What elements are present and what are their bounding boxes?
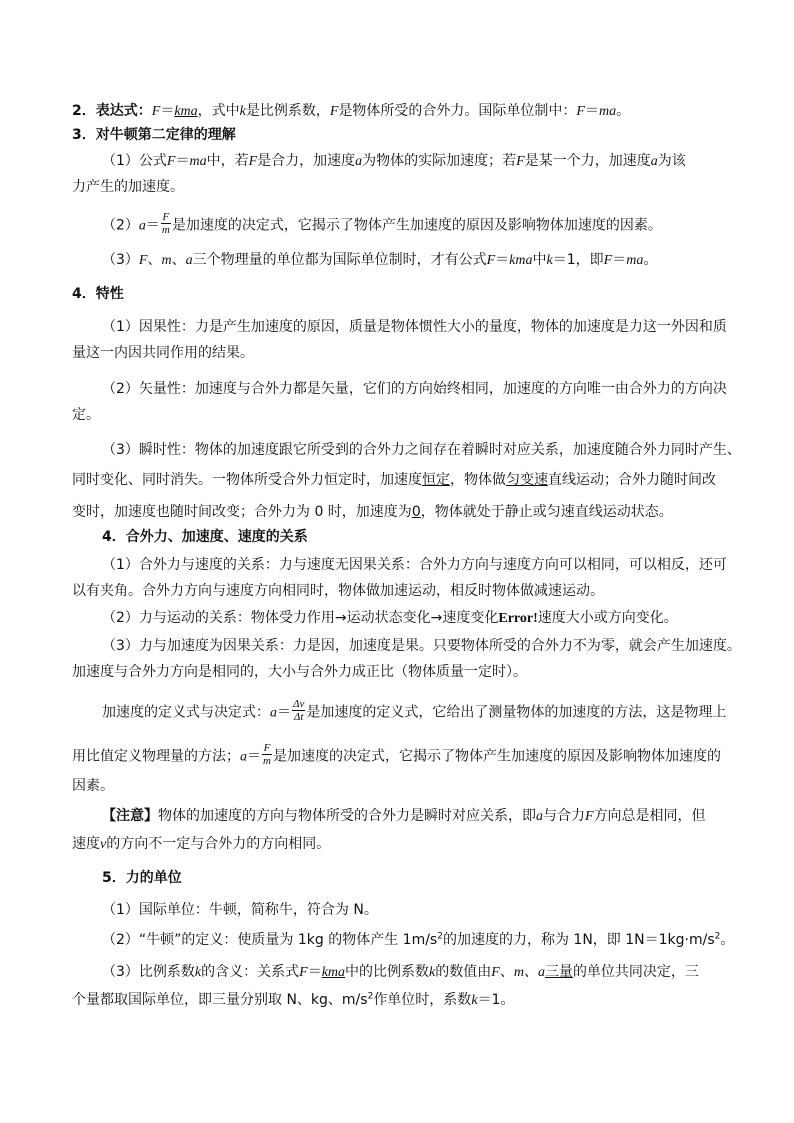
text: ，式中 xyxy=(197,103,240,119)
text: 加速度的定义式与决定式： xyxy=(102,704,270,721)
text: 是加速度的定义式，它给出了测量物体的加速度的方法，这是物理上 xyxy=(306,704,727,721)
denominator: Δt xyxy=(293,711,304,723)
p4b1-line1: （1）合外力与速度的关系：力与速度无因果关系：合外力方向与速度方向可以相同，可以相反，还可 xyxy=(102,557,727,573)
symbol-a: a xyxy=(355,154,363,169)
text: 。 xyxy=(643,252,658,268)
section-4-heading: 4．特性 xyxy=(72,286,124,302)
denominator: m xyxy=(263,755,271,767)
text: 是比例系数， xyxy=(245,103,330,119)
symbol-kma: kma xyxy=(509,253,533,268)
symbol-kma: kma xyxy=(321,965,346,980)
p41-line2: 量这一内因共同作用的结果。 xyxy=(72,345,254,361)
text: （1）公式 xyxy=(102,153,167,169)
p43-line2 xyxy=(72,470,722,490)
denominator: m xyxy=(161,224,170,236)
p4b3-line1: （3）力与加速度为因果关系：力是因，加速度是果。只要物体所受的合外力不为零，就会产生加速度。 xyxy=(102,638,741,654)
symbol-a: a xyxy=(650,154,658,169)
symbol-ma: ma xyxy=(598,104,617,119)
symbol-f: F xyxy=(138,253,148,268)
underlined-text: 恒定 xyxy=(422,472,450,488)
def-line3: 因素。 xyxy=(72,778,114,794)
symbol-a: a xyxy=(240,749,247,765)
symbol-f: F xyxy=(585,809,594,824)
symbol-f: F xyxy=(299,965,308,980)
symbol-f: F xyxy=(603,253,613,268)
text: 变时，加速度也随时间改变；合外力为 0 时，加速度为 xyxy=(72,504,412,520)
text: （2）力与运动的关系：物体受力作用→运动状态变化→速度变化 xyxy=(102,610,499,626)
text: 、 xyxy=(171,252,186,268)
text: 。 xyxy=(720,932,735,948)
text: 的方向不一定与合外力的方向相同。 xyxy=(106,836,331,852)
symbol-kma: kma xyxy=(174,104,198,119)
p42-line2: 定。 xyxy=(72,407,100,423)
def-line1 xyxy=(102,700,752,725)
symbol-f: F xyxy=(151,104,161,119)
numerator: Δv xyxy=(293,698,305,710)
p4b1-line2: 以有夹角。合外力方向与速度方向相同时，物体做加速运动，相反时物体做减速运动。 xyxy=(72,583,604,599)
symbol-ma: ma xyxy=(189,154,207,169)
text: 的加速度的力，称为 1N，即 1N＝1kg·m/s xyxy=(442,932,715,948)
text: ＝ xyxy=(277,704,291,721)
text: 中的比例系数 xyxy=(345,964,430,980)
p31-line1 xyxy=(102,151,752,172)
symbol-f: F xyxy=(491,965,500,980)
p53-line1 xyxy=(102,962,752,983)
symbol-f: F xyxy=(486,253,496,268)
symbol-a: a xyxy=(537,965,545,980)
text: 个量都取国际单位，即三量分别取 N、kg、m/s xyxy=(72,992,368,1008)
text: 直线运动；合外力随时间改 xyxy=(548,472,716,488)
p4b3-line2: 加速度与合外力方向是相同的，大小与合外力成正比（物体质量一定时）。 xyxy=(72,664,527,680)
superscript: 2 xyxy=(437,931,443,942)
note-label: 【注意】 xyxy=(102,808,158,824)
text: ＝ xyxy=(160,103,175,119)
superscript: 2 xyxy=(714,931,721,942)
symbol-k: k xyxy=(239,104,246,119)
fraction-dv-over-dt xyxy=(292,698,305,723)
symbol-a: a xyxy=(138,218,146,234)
text: 为物体的实际加速度；若 xyxy=(362,153,517,169)
note-line1 xyxy=(102,806,752,827)
text: ＝ xyxy=(584,103,599,119)
symbol-f: F xyxy=(329,104,339,119)
text: ＝ xyxy=(612,252,627,268)
fraction-f-over-m xyxy=(161,211,171,236)
p52-line xyxy=(102,930,752,950)
text: ，物体做 xyxy=(450,472,506,488)
text: 、 xyxy=(147,252,162,268)
superscript: 2 xyxy=(367,991,374,1002)
symbol-ma: ma xyxy=(626,253,644,268)
text: ＝ xyxy=(175,153,190,169)
p32-line xyxy=(102,213,752,238)
text: 同时变化、同时消失。一物体所受合外力恒定时，加速度 xyxy=(72,472,422,488)
numerator: F xyxy=(263,742,271,754)
text: （2）“牛顿”的定义：使质量为 1kg 的物体产生 1m/s xyxy=(102,932,438,948)
error-marker: Error! xyxy=(498,611,538,626)
text: 的单位共同决定，三 xyxy=(572,964,699,980)
symbol-a: a xyxy=(536,809,543,824)
section-3-heading: 3．对牛顿第二定律的理解 xyxy=(72,127,236,143)
symbol-f: F xyxy=(576,104,585,119)
text: ＝1，即 xyxy=(552,252,604,268)
p43-line1: （3）瞬时性：物体的加速度跟它所受到的合外力之间存在着瞬时对应关系，加速度随合外力同时产生、 xyxy=(102,442,741,458)
underlined-text: 三量 xyxy=(544,964,573,980)
text: 物体的加速度的方向与物体所受的合外力是瞬时对应关系，即 xyxy=(158,808,536,824)
p31-line2: 力产生的加速度。 xyxy=(72,179,184,195)
p43-line3 xyxy=(72,502,722,522)
text: （2） xyxy=(102,217,139,234)
text: ，物体就处于静止或匀速直线运动状态。 xyxy=(420,504,673,520)
text: 是物体所受的合外力。国际单位制中： xyxy=(338,103,577,119)
text: ＝1。 xyxy=(477,992,515,1008)
text: 三个物理量的单位都为国际单位制时，才有公式 xyxy=(192,252,487,268)
text: 。 xyxy=(616,103,631,119)
symbol-m: m xyxy=(161,253,172,268)
symbol-f: F xyxy=(516,154,525,169)
p51-line: （1）国际单位：牛顿，简称牛，符合为 N。 xyxy=(102,902,378,918)
text: 、 xyxy=(499,964,514,980)
symbol-k: k xyxy=(194,965,202,980)
text: 用比值定义物理量的方法； xyxy=(72,748,240,765)
text: 速度大小或方向变化。 xyxy=(537,610,678,626)
text: ＝ xyxy=(307,964,322,980)
def-line2 xyxy=(72,744,722,769)
symbol-k: k xyxy=(429,965,436,980)
symbol-a: a xyxy=(270,705,277,721)
text: 方向总是相同，但 xyxy=(593,808,706,824)
section-4b-heading: 4．合外力、加速度、速度的关系 xyxy=(102,529,308,545)
text: ＝ xyxy=(495,252,510,268)
p42-line1: （2）矢量性：加速度与合外力都是矢量，它们的方向始终相同，加速度的方向唯一由合外力的方向决 xyxy=(102,381,727,397)
p53-line2 xyxy=(72,990,722,1011)
symbol-a: a xyxy=(185,253,193,268)
symbol-k: k xyxy=(471,993,478,1008)
text: 为该 xyxy=(657,153,686,169)
symbol-f: F xyxy=(248,154,258,169)
symbol-m: m xyxy=(513,965,524,980)
p33-line xyxy=(102,250,752,271)
text: 中 xyxy=(532,252,547,268)
numerator: F xyxy=(162,211,170,223)
text: （3） xyxy=(102,252,139,268)
underlined-text: 匀变速 xyxy=(506,472,548,488)
text: 是合力，加速度 xyxy=(257,153,356,169)
note-line2 xyxy=(72,834,722,855)
text: 作单位时，系数 xyxy=(373,992,472,1008)
text: 2．表达式： xyxy=(72,103,152,119)
text: 是加速度的决定式，它揭示了物体产生加速度的原因及影响物体加速度的因素。 xyxy=(171,217,662,234)
symbol-k: k xyxy=(546,253,553,268)
text: 中，若 xyxy=(206,153,249,169)
text: 的含义：关系式 xyxy=(201,964,300,980)
p4b2-line xyxy=(102,608,752,629)
p41-line1: （1）因果性：力是产生加速度的原因，质量是物体惯性大小的量度，物体的加速度是力这一外因和质 xyxy=(102,319,727,335)
text: ＝ xyxy=(247,748,261,765)
text: 速度 xyxy=(72,836,100,852)
expression-line xyxy=(72,101,722,122)
text: 、 xyxy=(523,964,538,980)
symbol-f: F xyxy=(166,154,176,169)
text: （3）比例系数 xyxy=(102,964,195,980)
text: ＝ xyxy=(145,217,160,234)
symbol-v: v xyxy=(100,837,107,852)
text: 的数值由 xyxy=(435,964,492,980)
fraction-f-over-m xyxy=(262,742,272,767)
underlined-text: 0 xyxy=(411,504,421,520)
text: 是加速度的决定式，它揭示了物体产生加速度的原因及影响物体加速度的 xyxy=(272,748,721,765)
section-5-heading: 5．力的单位 xyxy=(102,870,182,886)
text: 与合力 xyxy=(543,808,585,824)
text: 是某一个力，加速度 xyxy=(524,153,651,169)
